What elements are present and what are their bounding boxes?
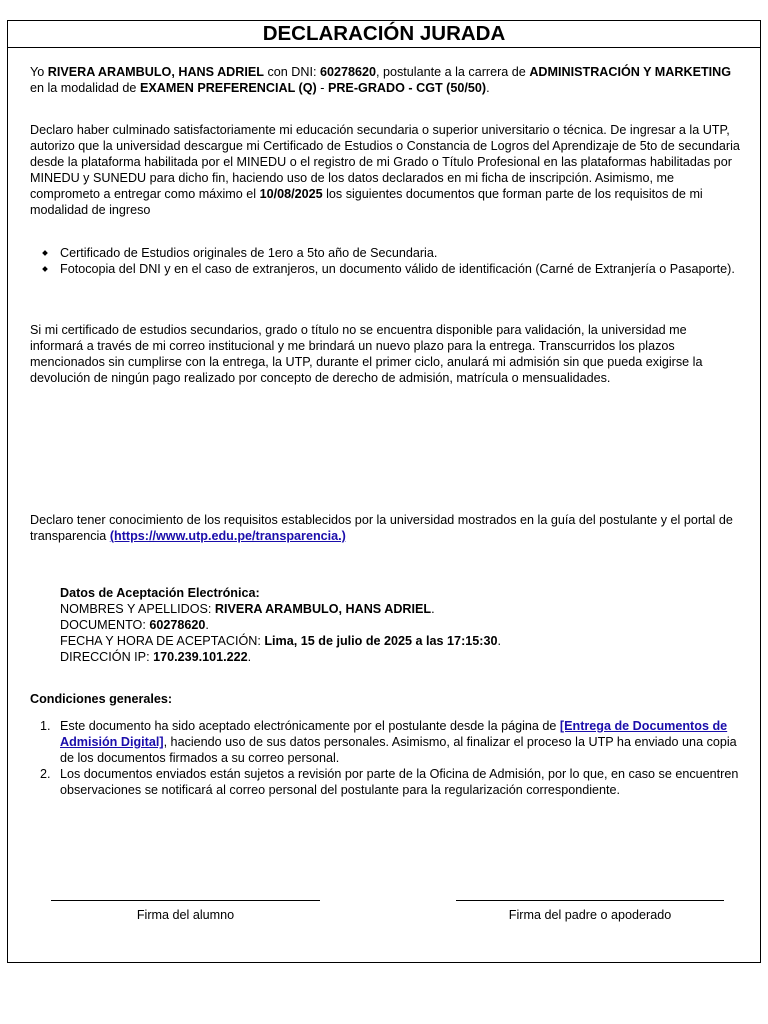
acceptance-data	[60, 585, 501, 665]
document-label: DOCUMENTO:	[60, 618, 150, 632]
ip-value: 170.239.101.222	[153, 650, 248, 664]
declaration-text: los siguientes documentos que forman parte de los requisitos de mi modalidad de ingreso	[30, 187, 703, 217]
date-label: FECHA Y HORA DE ACEPTACIÓN:	[60, 634, 265, 648]
condition-text: Los documentos enviados están sujetos a revisión por parte de la Oficina de Admisión, por lo que, en caso se encuentren observaciones se notificará al correo personal del postulante para la regularización correspondiente.	[60, 767, 739, 797]
condition-item	[30, 766, 742, 798]
ip-label: DIRECCIÓN IP:	[60, 650, 154, 664]
guardian-signature-label: Firma del padre o apoderado	[508, 908, 672, 922]
date-value: Lima, 15 de julio de 2025 a las 17:15:30	[264, 634, 498, 648]
program-level: PRE-GRADO - CGT (50/50)	[327, 81, 487, 95]
conditions-heading: Condiciones generales:	[30, 692, 173, 706]
acceptance-names-row	[60, 601, 501, 617]
declaration-paragraph	[30, 122, 742, 218]
declaration-text: Declaro haber culminado satisfactoriamente mi educación secundaria o superior universitario o técnica. De ingresar a la UTP, autorizo que la universidad descargue mi Certificado de Estudios o Constancia de Logros del Aprendizaje de 5to de secundaria desde la plataforma habilitada por el MINEDU o el registro de mi Grado o Título Profesional en las plataformas habilitadas por MINEDU y SUNEDU para dicho fin, haciendo uso de los datos declarados en mi ficha de inscripción. Asimismo, me comprometo a entregar como máximo el	[30, 123, 740, 201]
document-frame	[7, 20, 761, 963]
intro-text: -	[316, 81, 328, 95]
acceptance-heading	[60, 585, 501, 601]
period: .	[431, 602, 435, 616]
period: .	[497, 634, 501, 648]
requirement-item: Certificado de Estudios originales de 1ero a 5to año de Secundaria.	[30, 245, 742, 261]
document-value: 60278620	[149, 618, 206, 632]
condition-text: Este documento ha sido aceptado electrónicamente por el postulante desde la página de	[60, 719, 560, 733]
condition-text: , haciendo uso de sus datos personales. Asimismo, al finalizar el proceso la UTP ha enviado una copia de los documentos firmados a su correo personal.	[60, 735, 737, 765]
names-value: RIVERA ARAMBULO, HANS ADRIEL	[214, 602, 432, 616]
transparency-link[interactable]: (https://www.utp.edu.pe/transparencia.)	[109, 529, 346, 543]
document-delivery-link[interactable]: [Entrega de Documentos de Admisión Digital]	[60, 719, 728, 749]
document-title: DECLARACIÓN JURADA	[8, 21, 760, 48]
applicant-name: RIVERA ARAMBULO, HANS ADRIEL	[47, 65, 264, 79]
requirements-list	[30, 245, 742, 277]
student-signature-label: Firma del alumno	[136, 908, 235, 922]
intro-paragraph	[30, 64, 742, 96]
intro-text: , postulante a la carrera de	[376, 65, 530, 79]
intro-text: .	[486, 81, 490, 95]
acceptance-ip-row	[60, 649, 501, 665]
admission-modality: EXAMEN PREFERENCIAL (Q)	[139, 81, 317, 95]
deadline-date: 10/08/2025	[259, 187, 323, 201]
validation-paragraph: Si mi certificado de estudios secundarios, grado o título no se encuentra disponible para validación, la universidad me informará a través de mi correo institucional y me brindará un nuevo plazo para la entrega. Transcurridos los plazos mencionados sin cumplirse con la entrega, la UTP, durante el primer ciclo, anulará mi admisión sin que pueda exigirse la devolución de ningún pago realizado por concepto de derecho de admisión, matrícula o mensualidades.	[30, 323, 703, 385]
intro-text: en la modalidad de	[30, 81, 140, 95]
period: .	[247, 650, 252, 664]
student-signature-line	[51, 900, 320, 901]
period: .	[205, 618, 209, 632]
guardian-signature-line	[456, 900, 724, 901]
career-name: ADMINISTRACIÓN Y MARKETING	[529, 65, 732, 79]
applicant-dni: 60278620	[319, 65, 376, 79]
intro-text: con DNI:	[263, 65, 320, 79]
condition-number: 1.	[40, 719, 51, 733]
acceptance-heading-text: Datos de Aceptación Electrónica:	[60, 586, 260, 600]
knowledge-paragraph	[30, 512, 742, 544]
requirement-item: Fotocopia del DNI y en el caso de extranjeros, un documento válido de identificación (Carné de Extranjería o Pasaporte).	[30, 261, 742, 277]
condition-item	[30, 718, 742, 766]
knowledge-text: Declaro tener conocimiento de los requisitos establecidos por la universidad mostrados en la guía del postulante y el portal de transparencia	[30, 513, 733, 543]
names-label: NOMBRES Y APELLIDOS:	[60, 602, 215, 616]
condition-number: 2.	[40, 767, 51, 781]
conditions-list	[30, 718, 742, 798]
intro-text: Yo	[30, 65, 48, 79]
acceptance-date-row	[60, 633, 501, 649]
acceptance-document-row	[60, 617, 501, 633]
